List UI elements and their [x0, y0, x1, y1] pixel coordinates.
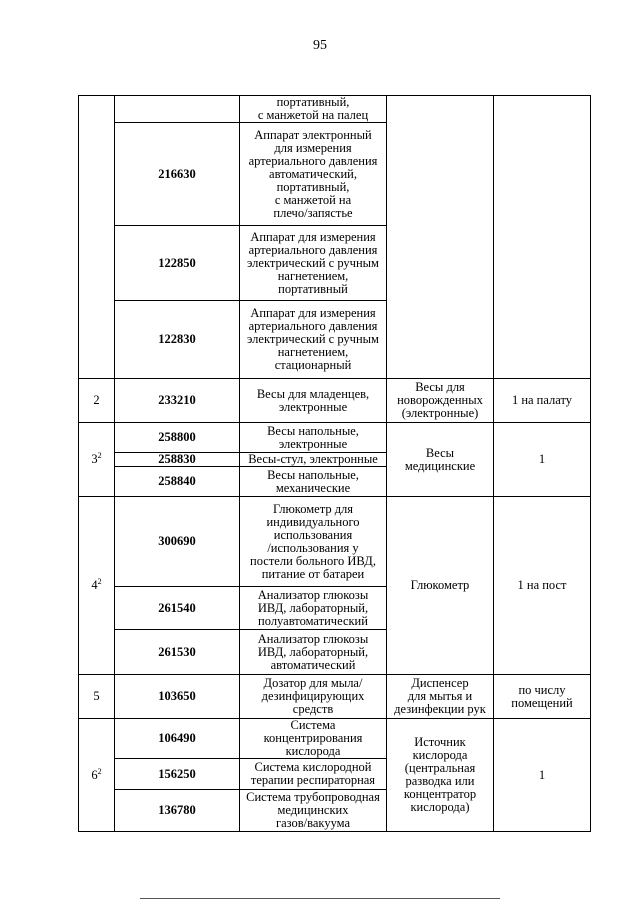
table-row — [79, 719, 591, 759]
scan-bottom-edge — [140, 898, 500, 899]
item-name-cell: Система концентрирования кислорода — [240, 719, 387, 759]
item-name-cell: Весы напольные, электронные — [240, 423, 387, 453]
code-cell: 261540 — [115, 587, 240, 630]
item-name-cell: портативный, с манжетой на палец — [240, 96, 387, 123]
row-number-cell: $4^2$ — [79, 497, 115, 675]
code-cell: 122830 — [115, 301, 240, 379]
code-cell: 258840 — [115, 467, 240, 497]
code-cell: 216630 — [115, 123, 240, 226]
item-name-cell: Анализатор глюкозы ИВД, лабораторный, автоматический — [240, 630, 387, 675]
quantity-cell: 1 на пост — [494, 497, 591, 675]
code-cell: 106490 — [115, 719, 240, 759]
code-cell — [115, 96, 240, 123]
quantity-cell: 1 — [494, 423, 591, 497]
code-cell: 136780 — [115, 790, 240, 832]
table-row — [79, 96, 591, 123]
quantity-cell: по числу помещений — [494, 675, 591, 719]
device-name-cell: Весы медицинские — [387, 423, 494, 497]
equipment-table — [78, 95, 591, 832]
code-cell: 261530 — [115, 630, 240, 675]
code-cell: 300690 — [115, 497, 240, 587]
table-row — [79, 423, 591, 453]
row-number-cell: $3^2$ — [79, 423, 115, 497]
quantity-cell: 1 на палату — [494, 379, 591, 423]
device-name-cell: Диспенсер для мытья и дезинфекции рук — [387, 675, 494, 719]
device-name-cell: Весы для новорожденных (электронные) — [387, 379, 494, 423]
table-row — [79, 497, 591, 587]
item-name-cell: Весы-стул, электронные — [240, 453, 387, 467]
device-name-cell: Глюкометр — [387, 497, 494, 675]
item-name-cell: Весы напольные, механические — [240, 467, 387, 497]
code-cell: 122850 — [115, 226, 240, 301]
table-row — [79, 675, 591, 719]
item-name-cell: Дозатор для мыла/ дезинфицирующих средств — [240, 675, 387, 719]
row-number-cell — [79, 96, 115, 379]
device-name-cell: Источник кислорода (центральная разводка или концентратор кислорода) — [387, 719, 494, 832]
code-cell: 233210 — [115, 379, 240, 423]
quantity-cell — [494, 96, 591, 379]
code-cell: 258800 — [115, 423, 240, 453]
row-number-cell: $6^2$ — [79, 719, 115, 832]
quantity-cell: 1 — [494, 719, 591, 832]
item-name-cell: Система трубопроводная медицинских газов/вакуума — [240, 790, 387, 832]
row-number-cell: 5 — [79, 675, 115, 719]
item-name-cell: Аппарат электронный для измерения артериального давления автоматический, портативный, с манжетой на плечо/запястье — [240, 123, 387, 226]
item-name-cell: Система кислородной терапии респираторная — [240, 759, 387, 790]
code-cell: 103650 — [115, 675, 240, 719]
table-row — [79, 379, 591, 423]
item-name-cell: Весы для младенцев, электронные — [240, 379, 387, 423]
page-number: 95 — [313, 38, 327, 53]
device-name-cell — [387, 96, 494, 379]
item-name-cell: Глюкометр для индивидуального использования /использования у постели больного ИВД, питание от батареи — [240, 497, 387, 587]
code-cell: 156250 — [115, 759, 240, 790]
code-cell: 258830 — [115, 453, 240, 467]
row-number-cell: 2 — [79, 379, 115, 423]
item-name-cell: Анализатор глюкозы ИВД, лабораторный, полуавтоматический — [240, 587, 387, 630]
item-name-cell: Аппарат для измерения артериального давления электрический с ручным нагнетением, стационарный — [240, 301, 387, 379]
item-name-cell: Аппарат для измерения артериального давления электрический с ручным нагнетением, портативный — [240, 226, 387, 301]
